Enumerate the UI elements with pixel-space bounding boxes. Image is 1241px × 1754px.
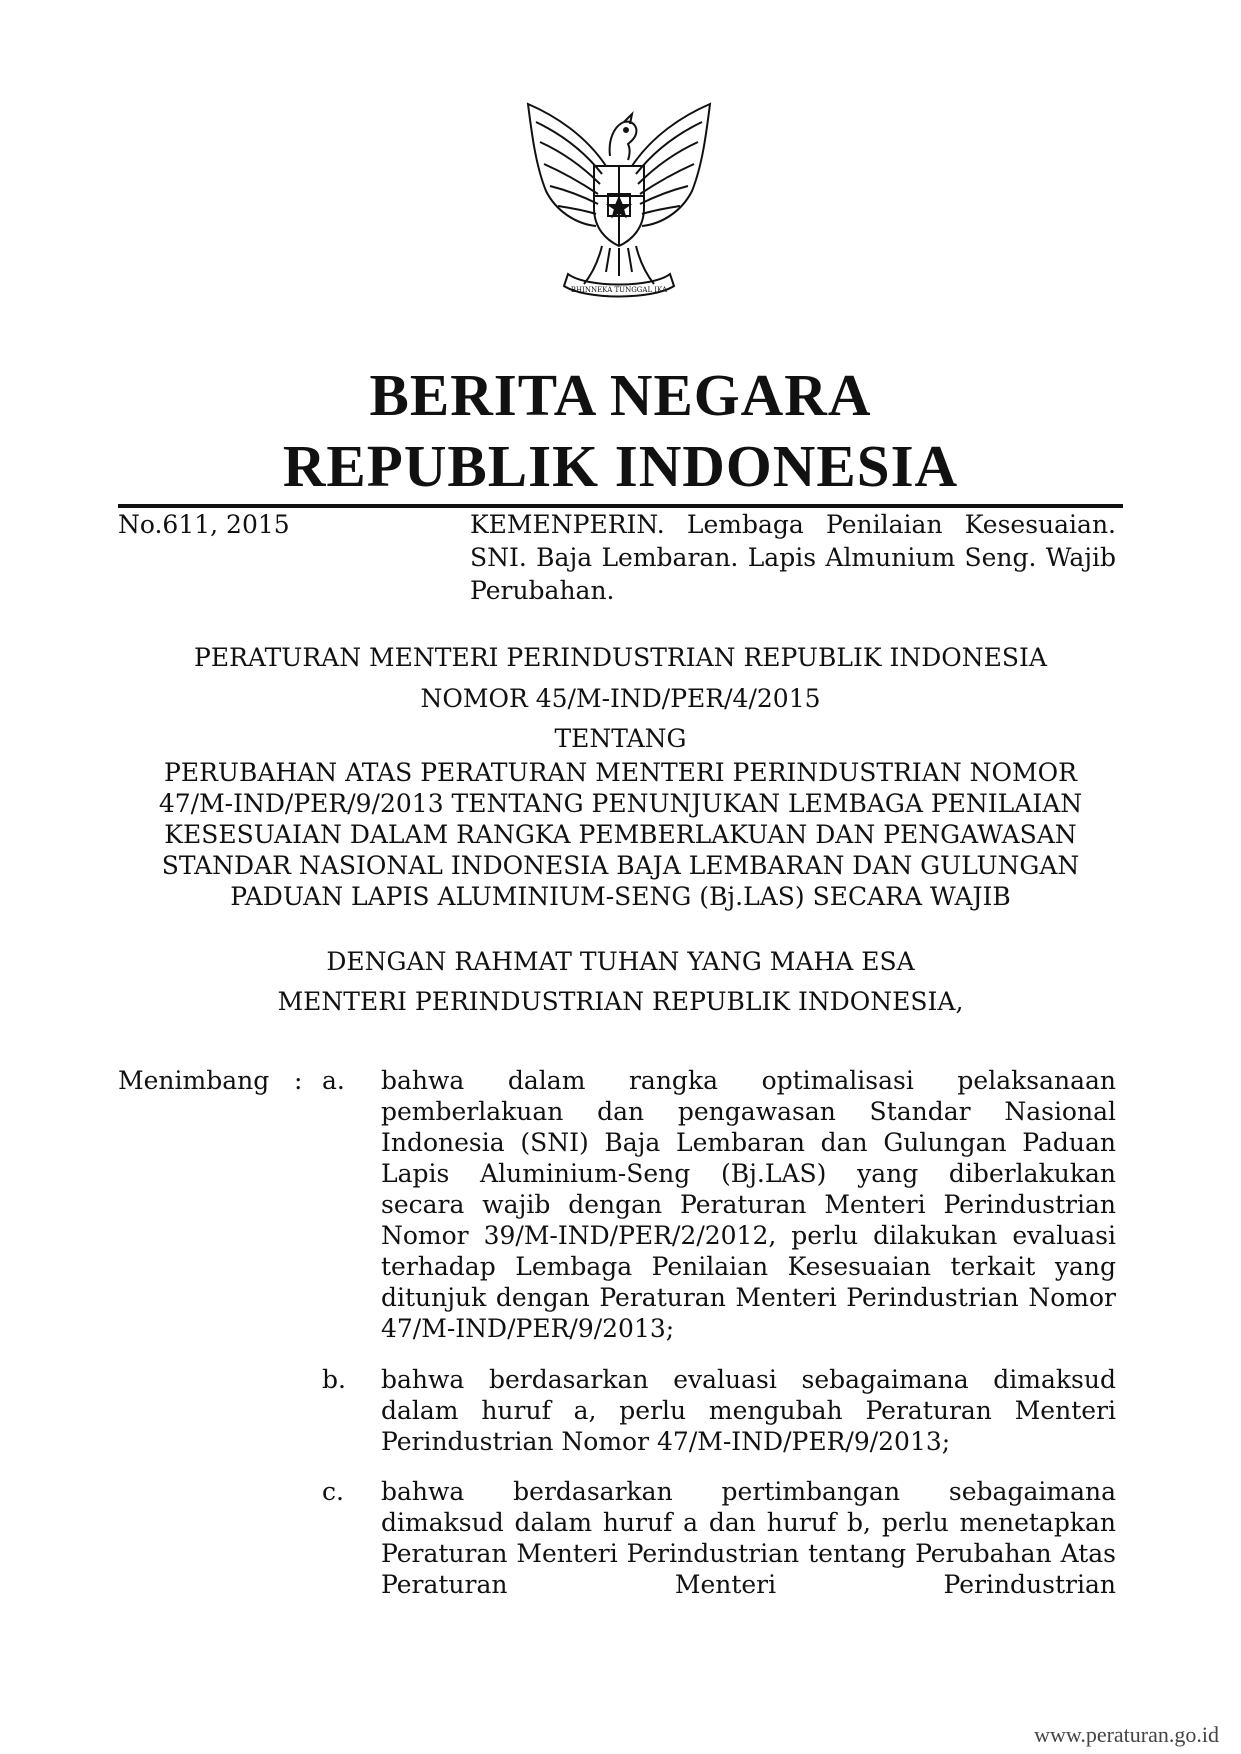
regulation-blessing: DENGAN RAHMAT TUHAN YANG MAHA ESA: [326, 947, 915, 976]
gazette-number: No.611, 2015: [118, 510, 290, 539]
regulation-number: NOMOR 45/M-IND/PER/4/2015: [420, 684, 821, 713]
considering-item-text: bahwa dalam rangka optimalisasi pelaksanaan pemberlakuan dan pengawasan Standar Nasional Indonesia (SNI) Baja Lembaran dan Gulungan Paduan Lapis Aluminium-Seng (Bj.LAS) yang diberlakukan secara wajib dengan Peraturan Menteri Perindustrian Nomor 39/M-IND/PER/2/2012, perlu dilakukan evaluasi terhadap Lembaga Penilaian Kesesuaian terkait yang ditunjuk dengan Peraturan Menteri Perindustrian Nomor 47/M-IND/PER/9/2013;: [381, 1066, 1116, 1343]
regulation-subject: PERUBAHAN ATAS PERATURAN MENTERI PERINDUSTRIAN NOMOR 47/M-IND/PER/9/2013 TENTANG PENUNJUKAN LEMBAGA PENILAIAN KESESUAIAN DALAM RANGKA PEMBERLAKUAN DAN PENGAWASAN STANDAR NASIONAL INDONESIA BAJA LEMBARAN DAN GULUNGAN PADUAN LAPIS ALUMINIUM-SENG (Bj.LAS) SECARA WAJIB: [158, 758, 1083, 911]
considering-item-letter: c.: [322, 1477, 344, 1506]
considering-colon: :: [294, 1066, 303, 1095]
considering-item-letter: b.: [322, 1365, 346, 1394]
garuda-pancasila-emblem-icon: [506, 96, 732, 306]
footer-url: www.peraturan.go.id: [1034, 1722, 1219, 1747]
considering-item-text: bahwa berdasarkan evaluasi sebagaimana dimaksud dalam huruf a, perlu mengubah Peraturan Menteri Perindustrian Nomor 47/M-IND/PER/9/2013;: [381, 1365, 1116, 1456]
considering-item-text: bahwa berdasarkan pertimbangan sebagaimana dimaksud dalam huruf a dan huruf b, perlu menetapkan Peraturan Menteri Perindustrian tentang Perubahan Atas Peraturan Menteri Perindustrian: [381, 1477, 1116, 1599]
emblem-motto: BHINNEKA TUNGGAL IKA: [570, 286, 668, 294]
considering-label: Menimbang: [118, 1066, 270, 1095]
gazette-title-line2: REPUBLIK INDONESIA: [282, 433, 959, 499]
regulation-title: PERATURAN MENTERI PERINDUSTRIAN REPUBLIK INDONESIA: [194, 643, 1047, 672]
regulation-about: TENTANG: [554, 724, 687, 753]
gazette-title-line1: BERITA NEGARA: [369, 362, 872, 428]
gazette-summary: KEMENPERIN. Lembaga Penilaian Kesesuaian. SNI. Baja Lembaran. Lapis Almunium Seng. Wajib Perubahan.: [470, 510, 1116, 605]
considering-item-letter: a.: [322, 1066, 345, 1095]
regulation-minister: MENTERI PERINDUSTRIAN REPUBLIK INDONESIA,: [277, 987, 964, 1016]
